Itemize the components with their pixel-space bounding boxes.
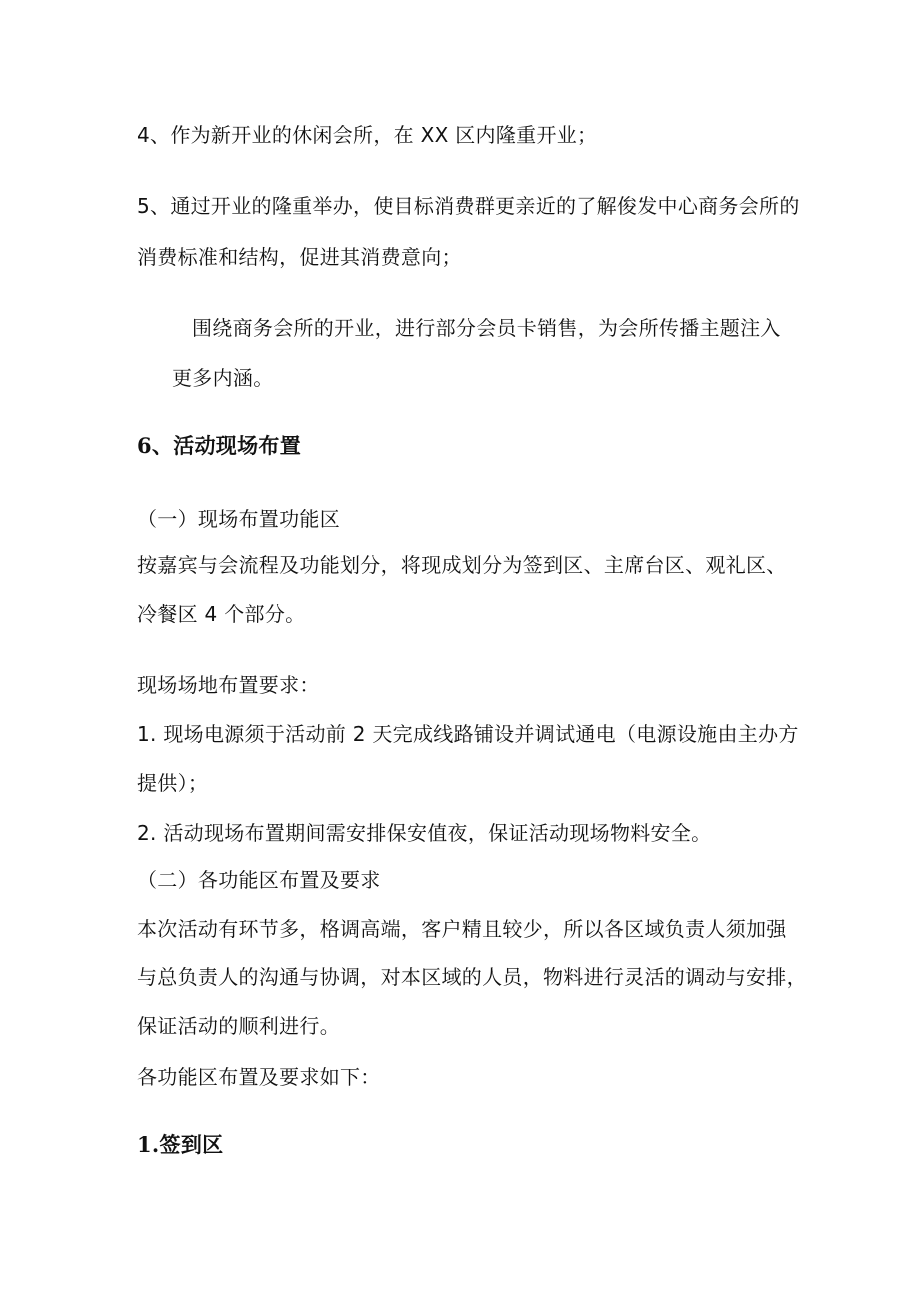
paragraph-membership-line-2: 更多内涵。 (172, 366, 274, 390)
requirement-1-line-1: 1. 现场电源须于活动前 2 天完成线路铺设并调试通电（电源设施由主办方 (137, 722, 799, 746)
paragraph-objective-5-line-1: 5、通过开业的隆重举办，使目标消费群更亲近的了解俊发中心商务会所的 (137, 194, 800, 218)
requirement-2: 2. 活动现场布置期间需安排保安值夜，保证活动现场物料安全。 (137, 821, 712, 845)
paragraph-areas-line-1: 按嘉宾与会流程及功能划分，将现成划分为签到区、主席台区、观礼区、 (137, 553, 787, 577)
venue-requirements-label: 现场场地布置要求： (137, 673, 320, 697)
paragraph-objective-5-line-2: 消费标准和结构，促进其消费意向； (137, 245, 462, 269)
subsection-heading-functional-areas: （一）现场布置功能区 (137, 507, 340, 531)
paragraph-objective-4: 4、作为新开业的休闲会所，在 XX 区内隆重开业； (137, 123, 598, 147)
area-heading-sign-in: 1.签到区 (137, 1132, 224, 1157)
paragraph-coordination-line-2: 与总负责人的沟通与协调，对本区域的人员，物料进行灵活的调动与安排， (137, 965, 807, 989)
paragraph-membership-line-1: 围绕商务会所的开业，进行部分会员卡销售，为会所传播主题注入 (192, 316, 781, 340)
paragraph-area-requirements-intro: 各功能区布置及要求如下： (137, 1065, 381, 1089)
subsection-heading-area-requirements: （二）各功能区布置及要求 (137, 868, 381, 892)
paragraph-areas-line-2: 冷餐区 4 个部分。 (137, 602, 306, 626)
paragraph-coordination-line-1: 本次活动有环节多，格调高端，客户精且较少，所以各区域负责人须加强 (137, 917, 787, 941)
section-heading-venue-layout: 6、活动现场布置 (137, 433, 302, 458)
requirement-1-line-2: 提供）； (137, 771, 209, 795)
paragraph-coordination-line-3: 保证活动的顺利进行。 (137, 1014, 340, 1038)
